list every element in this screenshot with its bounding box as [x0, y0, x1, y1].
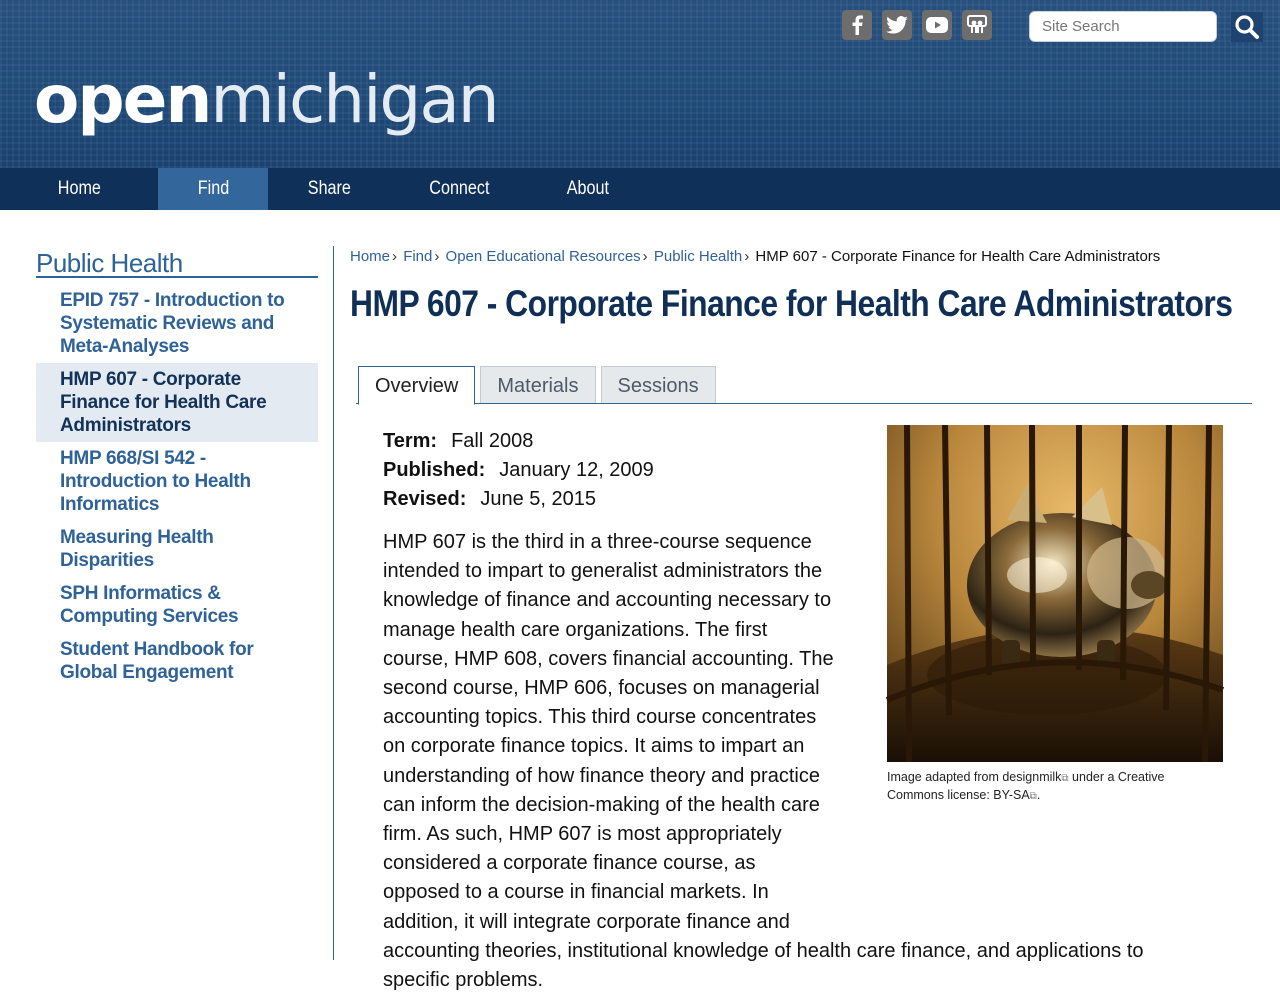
nav-connect[interactable] — [390, 168, 528, 210]
sidebar-item-health-disparities[interactable] — [36, 521, 318, 577]
sidebar — [36, 246, 318, 689]
course-image — [887, 425, 1223, 762]
sidebar-item-label: Measuring Health Disparities — [60, 527, 214, 571]
sidebar-item-label: HMP 668/SI 542 - Introduction to Health Informatics — [60, 448, 251, 515]
course-meta — [383, 427, 654, 514]
meta-term-value: Fall 2008 — [451, 430, 534, 452]
image-caption — [887, 769, 1207, 805]
meta-published — [383, 456, 654, 485]
meta-term — [383, 427, 654, 456]
breadcrumb-separator: › — [744, 248, 750, 265]
openmichigan-logo[interactable] — [34, 60, 498, 140]
sidebar-item-hmp-668[interactable] — [36, 442, 318, 521]
nav-find[interactable] — [158, 168, 268, 210]
external-link-icon: ⧉ — [1029, 791, 1037, 802]
meta-published-value: January 12, 2009 — [499, 459, 654, 481]
breadcrumb-home[interactable]: Home — [350, 248, 391, 265]
logo-text-open: open — [34, 61, 211, 138]
site-header — [0, 0, 1280, 168]
caption-text: Image adapted from — [887, 770, 1003, 784]
caption-license-link[interactable]: BY-SA — [993, 788, 1030, 802]
breadcrumb-separator: › — [642, 248, 648, 265]
sidebar-item-label: SPH Informatics & Computing Services — [60, 583, 239, 627]
meta-revised-value: June 5, 2015 — [480, 488, 597, 510]
nav-home-label: Home — [57, 178, 101, 199]
meta-revised — [383, 485, 654, 514]
meta-term-label: Term: — [383, 430, 438, 452]
caption-text: under a Creative Commons license: — [887, 770, 1165, 802]
youtube-icon[interactable] — [922, 10, 952, 40]
tab-materials[interactable]: Materials — [480, 366, 595, 403]
page-title: HMP 607 - Corporate Finance for Health Care Administrators — [350, 283, 1233, 324]
course-description-text: HMP 607 is the third in a three-course sequence intended to impart to generalist administrators the knowledge of finance and accounting necessary to manage health care organizations. The first course, HMP 608, covers financial accounting. The second course, HMP 606, focuses on managerial accounting topics. This third course concentrates on corporate finance topics. It aims to impart an understanding of how finance theory and practice can inform the decision-making of the health care firm. As such, HMP 607 is most appropriately considered a corporate finance course, as opposed to a course in financial markets. In addition, it will integrate corporate finance and accounting theories, institutional knowledge of health care finance, and applications to specific problems. — [383, 531, 1144, 992]
nav-home[interactable] — [0, 168, 158, 210]
breadcrumb-current: HMP 607 - Corporate Finance for Health Care Administrators — [755, 248, 1161, 265]
sidebar-item-sph-informatics[interactable] — [36, 577, 318, 633]
breadcrumb-find[interactable]: Find — [403, 248, 433, 265]
external-link-icon: ⧉ — [1061, 773, 1069, 784]
breadcrumb-separator: › — [434, 248, 440, 265]
breadcrumb — [350, 248, 1160, 265]
caption-text: . — [1036, 788, 1041, 802]
breadcrumb-separator: › — [392, 248, 398, 265]
nav-about[interactable] — [528, 168, 648, 210]
slideshare-icon[interactable] — [962, 10, 992, 40]
sidebar-list — [36, 284, 318, 689]
nav-connect-label: Connect — [428, 178, 490, 199]
logo-text-michigan: michigan — [210, 61, 498, 138]
sidebar-item-label: HMP 607 - Corporate Finance for Health Care Administrators — [60, 369, 267, 436]
sidebar-item-hmp-607[interactable] — [36, 363, 318, 442]
search-icon — [1234, 14, 1260, 40]
search-button[interactable] — [1231, 12, 1263, 42]
sidebar-item-label: EPID 757 - Introduction to Systematic Reviews and Meta-Analyses — [60, 290, 285, 357]
facebook-icon[interactable] — [842, 10, 872, 40]
breadcrumb-public-health[interactable]: Public Health — [653, 248, 743, 265]
tab-overview[interactable]: Overview — [358, 366, 475, 405]
social-links — [842, 10, 992, 40]
twitter-icon[interactable] — [882, 10, 912, 40]
sidebar-divider — [333, 246, 334, 960]
breadcrumb-oer[interactable]: Open Educational Resources — [445, 248, 641, 265]
sidebar-title[interactable]: Public Health — [36, 246, 318, 278]
sidebar-item-student-handbook[interactable] — [36, 633, 318, 689]
sidebar-item-label: Student Handbook for Global Engagement — [60, 639, 254, 683]
nav-find-label: Find — [197, 178, 229, 199]
content-tabs — [356, 366, 1252, 404]
meta-revised-label: Revised: — [383, 488, 467, 510]
sidebar-item-epid-757[interactable] — [36, 284, 318, 363]
caption-source-link[interactable]: designmilk — [1002, 770, 1062, 784]
site-search-input[interactable] — [1029, 11, 1217, 42]
meta-published-label: Published: — [383, 459, 486, 481]
nav-share[interactable] — [268, 168, 390, 210]
main-nav — [0, 168, 1280, 210]
nav-share-label: Share — [307, 178, 351, 199]
tab-sessions[interactable]: Sessions — [601, 366, 716, 403]
nav-about-label: About — [566, 178, 610, 199]
